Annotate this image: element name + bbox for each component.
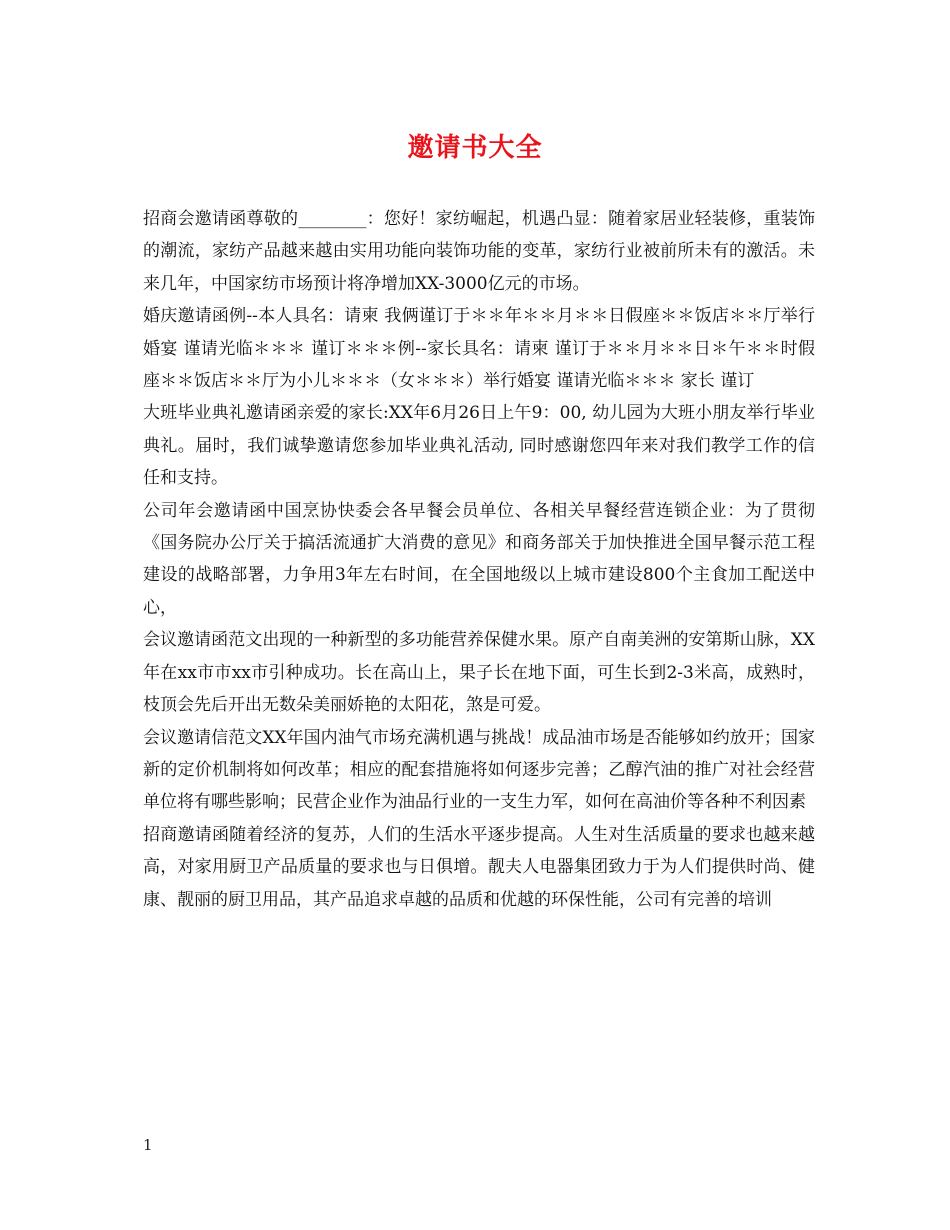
paragraph-wedding-invitation: 婚庆邀请函例--本人具名：请柬 我俩谨订于＊＊年＊＊月＊＊日假座＊＊饭店＊＊厅举行婚宴 谨请光临＊＊＊ 谨订＊＊＊例--家长具名：请柬 谨订于＊＊月＊＊日＊午＊＊时假座＊＊饭店＊＊厅为小儿＊＊＊（女＊＊＊）举行婚宴 谨请光临＊＊＊ 家长 谨订	[143, 306, 815, 392]
paragraph-graduation-invitation: 大班毕业典礼邀请函亲爱的家长:XX年6月26日上午9：00, 幼儿园为大班小朋友举行毕业典礼。届时，我们诚挚邀请您参加毕业典礼活动, 同时感谢您四年来对我们教学工作的信任和支持。	[143, 403, 815, 489]
paragraph-investment-invitation: 招商邀请函随着经济的复苏，人们的生活水平逐步提高。人生对生活质量的要求也越来越高，对家用厨卫产品质量的要求也与日俱增。靓夫人电器集团致力于为人们提供时尚、健康、靓丽的厨卫用品，其产品追求卓越的品质和优越的环保性能，公司有完善的培训	[143, 824, 815, 910]
paragraph-annual-meeting-invitation: 公司年会邀请函中国烹协快委会各早餐会员单位、各相关早餐经营连锁企业：为了贯彻《国务院办公厅关于搞活流通扩大消费的意见》和商务部关于加快推进全国早餐示范工程建设的战略部署，力争用3年左右时间，在全国地级以上城市建设800个主食加工配送中心，	[143, 500, 815, 618]
document-body	[143, 203, 815, 916]
paragraph-merchant-invitation: 招商会邀请函尊敬的________：您好！家纺崛起，机遇凸显：随着家居业轻装修，重装饰的潮流，家纺产品越来越由实用功能向装饰功能的变革，家纺行业被前所未有的激活。未来几年，中国家纺市场预计将净增加XX-3000亿元的市场。	[143, 209, 815, 294]
document-title: 邀请书大全	[407, 133, 543, 163]
page-number: 1	[143, 1136, 153, 1154]
paragraph-meeting-letter-sample: 会议邀请信范文XX年国内油气市场充满机遇与挑战！成品油市场是否能够如约放开；国家新的定价机制将如何改革；相应的配套措施将如何逐步完善；乙醇汽油的推广对社会经营单位将有哪些影响；民营企业作为油品行业的一支生力军，如何在高油价等各种不利因素	[143, 727, 815, 813]
paragraph-meeting-invitation-sample: 会议邀请函范文出现的一种新型的多功能营养保健水果。原产自南美洲的安第斯山脉，XX年在xx市市xx市引种成功。长在高山上，果子长在地下面，可生长到2-3米高，成熟时，枝顶会先后开出无数朵美丽娇艳的太阳花，煞是可爱。	[143, 630, 815, 716]
